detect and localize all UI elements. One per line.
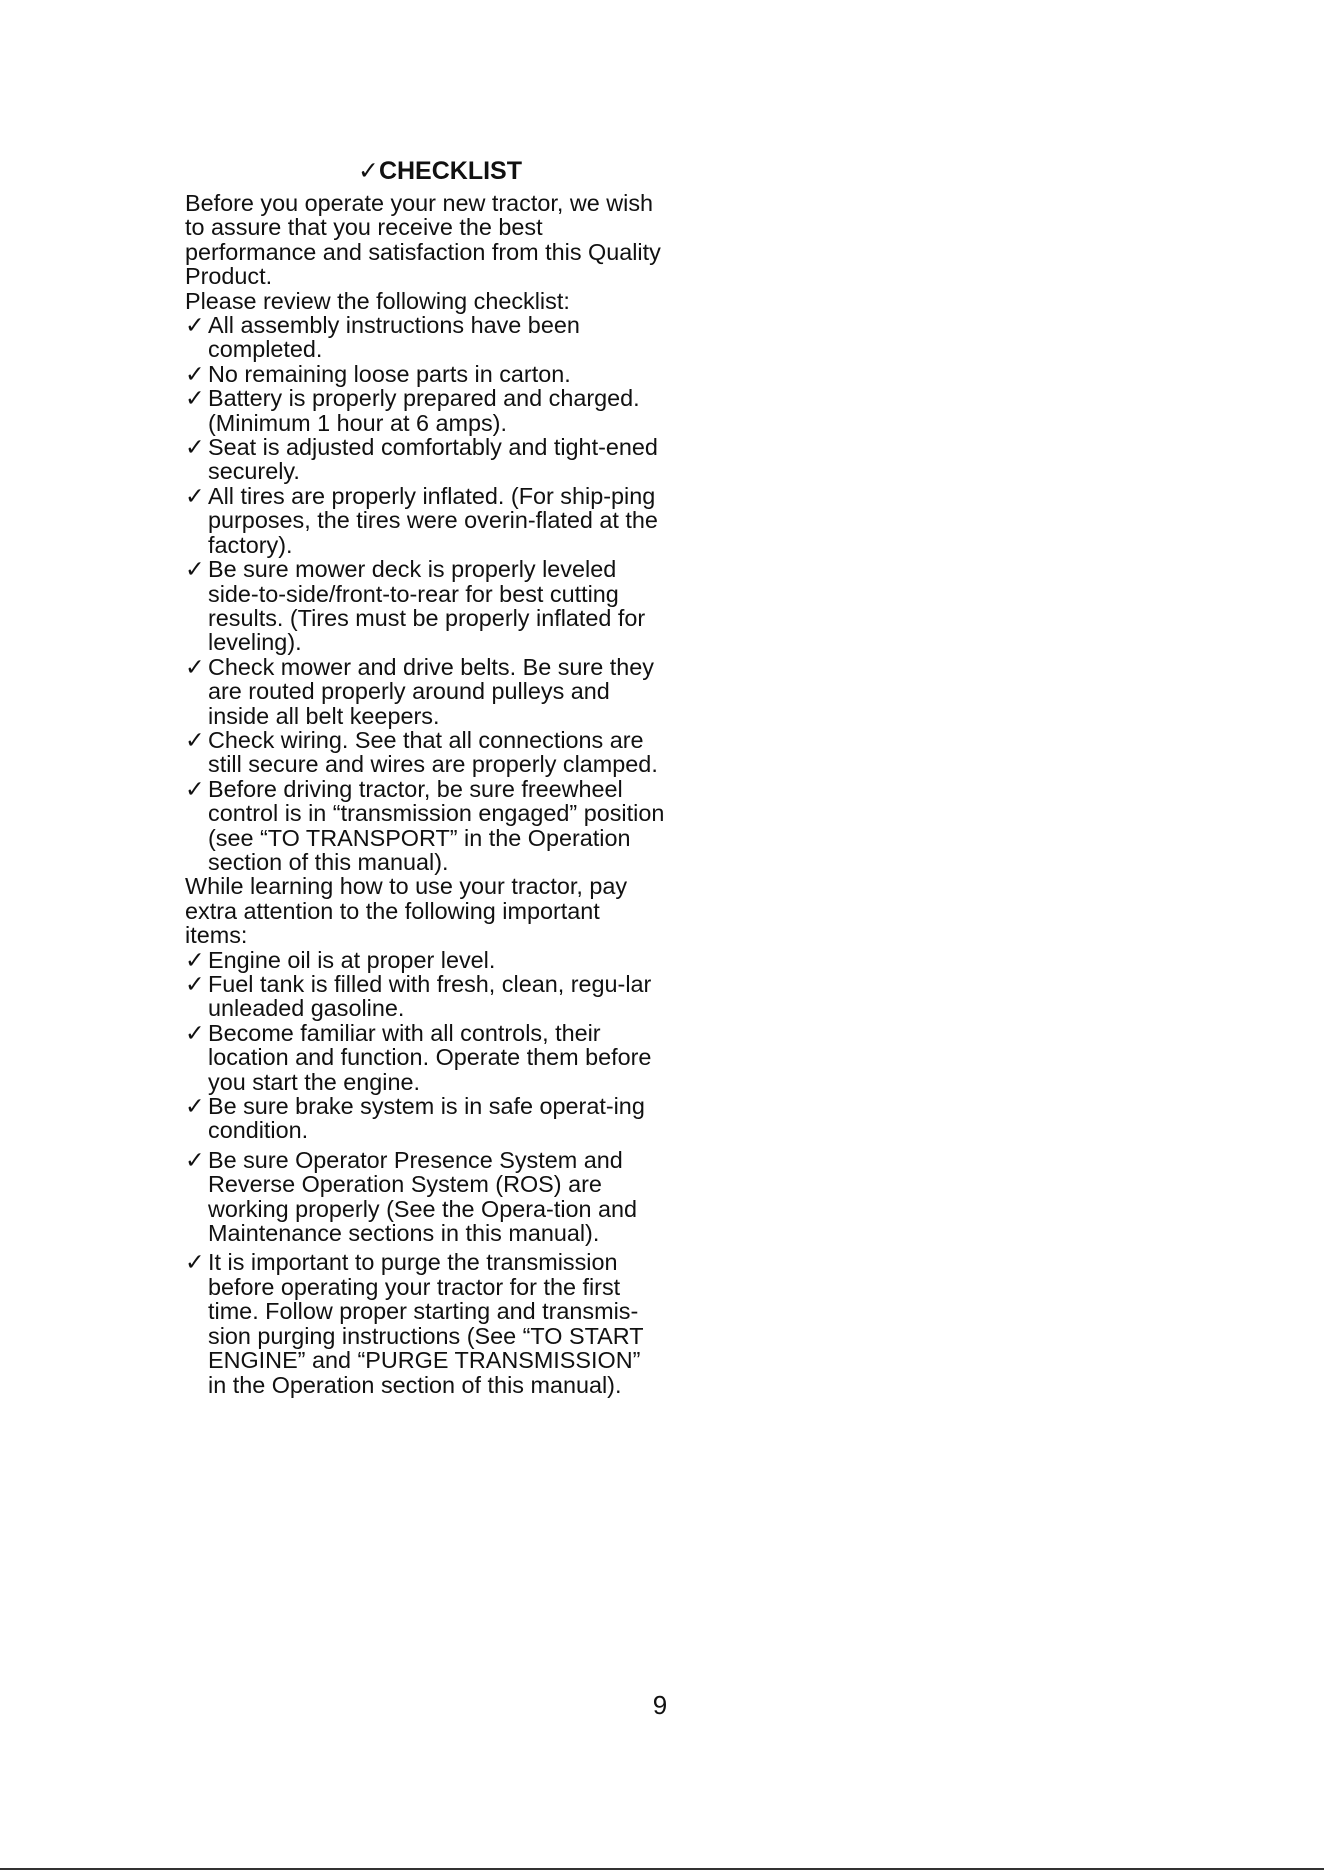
intro-paragraph: Before you operate your new tractor, we wish to assure that you receive the best performance and satisfaction from this Quality Product.	[185, 190, 661, 290]
list-item-text: Before driving tractor, be sure freewheel control is in “transmission engaged” position (see “TO TRANSPORT” in the Operation section of this manual).	[208, 775, 665, 875]
check-mark-icon: ✓	[185, 360, 205, 387]
heading-text: CHECKLIST	[378, 157, 522, 185]
check-mark-icon: ✓	[185, 726, 205, 753]
check-mark-icon: ✓	[185, 1019, 205, 1046]
list-item	[185, 386, 665, 435]
attention-prompt: While learning how to use your tractor, pay extra attention to the following important items:	[185, 873, 628, 949]
check-mark-icon: ✓	[185, 312, 205, 339]
check-mark-icon: ✓	[185, 775, 205, 802]
list-item-text: Fuel tank is filled with fresh, clean, regu-lar unleaded gasoline.	[208, 971, 652, 1022]
list-item	[185, 313, 665, 362]
check-mark-icon: ✓	[185, 1146, 205, 1173]
checklist-column	[185, 157, 665, 1397]
list-item-text: No remaining loose parts in carton.	[208, 360, 571, 387]
list-item-text: All assembly instructions have been completed.	[208, 312, 580, 363]
list-item	[185, 484, 665, 557]
check-mark-icon: ✓	[357, 157, 379, 185]
list-item	[185, 362, 665, 386]
list-item	[185, 1094, 665, 1143]
check-mark-icon: ✓	[185, 434, 205, 461]
list-item-text: Be sure brake system is in safe operat-ing condition.	[208, 1093, 645, 1144]
check-mark-icon: ✓	[185, 1093, 205, 1120]
list-item-text: Engine oil is at proper level.	[208, 946, 496, 973]
check-mark-icon: ✓	[185, 385, 205, 412]
check-mark-icon: ✓	[185, 1249, 205, 1276]
list-item	[185, 435, 665, 484]
list-item	[185, 948, 665, 972]
list-item-text: Be sure Operator Presence System and Reverse Operation System (ROS) are working properly (See the Opera-tion and Maintenance sections in this manual).	[208, 1146, 638, 1247]
list-item	[185, 557, 665, 655]
list-item-text: Check wiring. See that all connections are still secure and wires are properly clamped.	[208, 726, 658, 778]
list-item	[185, 1250, 665, 1396]
check-mark-icon: ✓	[185, 946, 205, 973]
list-item-text: Be sure mower deck is properly leveled side-to-side/front-to-rear for best cutting results. (Tires must be properly inflated for leveling).	[208, 556, 646, 656]
list-item-text: Become familiar with all controls, their location and function. Operate them before you start the engine.	[208, 1019, 652, 1095]
list-item	[185, 972, 665, 1021]
page-bottom-divider	[0, 1868, 1324, 1870]
checklist-heading	[185, 157, 665, 185]
list-item	[185, 728, 665, 777]
list-item-text: Battery is properly prepared and charged. (Minimum 1 hour at 6 amps).	[208, 385, 640, 436]
check-mark-icon: ✓	[185, 653, 205, 680]
list-item-text: It is important to purge the transmission before operating your tractor for the first time. Follow proper starting and transmis-sion purging instructions (See “TO START ENGINE” and “PURGE TRANSMISSION” in the Operation section of this manual).	[208, 1249, 644, 1398]
checklist-before-operation	[185, 313, 665, 874]
list-item	[185, 655, 665, 728]
list-item-text: Check mower and drive belts. Be sure they are routed properly around pulleys and inside all belt keepers.	[208, 653, 654, 729]
check-mark-icon: ✓	[185, 556, 205, 583]
list-item-text: Seat is adjusted comfortably and tight-ened securely.	[208, 434, 658, 485]
list-item	[185, 1148, 665, 1246]
checklist-while-learning	[185, 948, 665, 1397]
list-item	[185, 777, 665, 875]
review-prompt: Please review the following checklist:	[185, 287, 570, 314]
list-item-text: All tires are properly inflated. (For ship-ping purposes, the tires were overin-flated at the factory).	[208, 482, 658, 558]
check-mark-icon: ✓	[185, 482, 205, 509]
list-item	[185, 1021, 665, 1094]
page-number: 9	[652, 1690, 668, 1720]
check-mark-icon: ✓	[185, 971, 205, 997]
